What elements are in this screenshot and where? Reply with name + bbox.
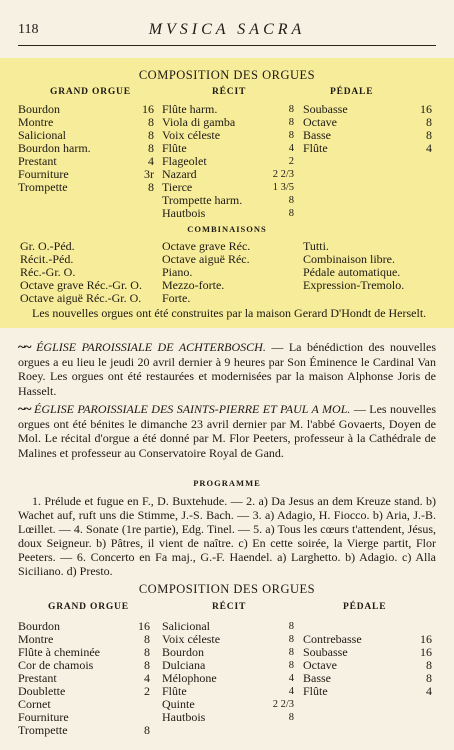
stop-row: Trompette xyxy=(18,180,68,194)
ornament-icon: ~~ xyxy=(18,340,31,355)
achterbosch-title: ÉGLISE PAROISSIALE DE ACHTERBOSCH. xyxy=(36,340,266,354)
s2-header-recit: RÉCIT xyxy=(212,602,247,612)
builder-note: Les nouvelles orgues ont été construites par la maison Gerard D'Hondt de Herselt. xyxy=(32,306,427,320)
section1-title: COMPOSITION DES ORGUES xyxy=(138,68,316,82)
stop-row: Salicional xyxy=(18,128,66,142)
programme-title: PROGRAMME xyxy=(193,478,261,488)
combinaisons-col-2: Octave grave Réc. Octave aiguë Réc. Piano. Mezzo-forte. Forte. xyxy=(162,239,251,305)
s1-pedale-list: Soubasse Octave Basse Flûte xyxy=(303,102,348,155)
section2-title: COMPOSITION DES ORGUES xyxy=(138,582,316,596)
s2-pedale-list: Contrebasse Soubasse Octave Basse Flûte xyxy=(303,632,362,698)
ornament-icon: ~~ xyxy=(18,402,31,417)
combinaisons-col-3: Tutti. Combinaison libre. Pédale automatique. Expression-Tremolo. xyxy=(303,239,405,292)
mol-title: ÉGLISE PAROISSIALE DES SAINTS-PIERRE ET PAUL A MOL. xyxy=(34,402,351,416)
mol-body: — Les nouvelles orgues ont été bénites le dimanche 23 avril dernier par M. l'abbé Govaerts, Doyen de Mol. Le récital d'orgue a été donné par M. Flor Peeters, professeur à la Cathédrale de Malines et professeur au Conservatoire Royal de Gand. xyxy=(18,402,436,460)
s2-grand-orgue-list: Bourdon Montre Flûte à cheminée Cor de chamois Prestant Doublette Cornet Fourniture Trompette xyxy=(18,619,100,737)
s1-header-recit: RÉCIT xyxy=(212,87,247,97)
running-header xyxy=(18,22,436,42)
achterbosch-body: — La bénédiction des nouvelles orgues a eu lieu le jeudi 20 avril dernier à 9 heures par Son Éminence le Cardinal Van Roey. Les orgues ont été restaurées et modernisées par la maison Alphonse Joris de Hasselt. xyxy=(18,340,437,398)
s2-recit-list: Salicional Voix céleste Bourdon Dulciana Mélophone Flûte Quinte Hautbois xyxy=(162,619,221,724)
combinaisons-title: COMBINAISONS xyxy=(187,224,267,234)
running-title: MVSICA SACRA xyxy=(148,21,306,38)
page-number: 118 xyxy=(18,22,39,37)
stop-row: Montre xyxy=(18,115,54,129)
s2-header-pedale: PÉDALE xyxy=(343,602,387,612)
stop-row: Bourdon xyxy=(18,102,60,116)
combinaisons-col-1: Gr. O.-Péd. Récit.-Péd. Réc.-Gr. O. Octave grave Réc.-Gr. O. Octave aiguë Réc.-Gr. O. xyxy=(20,239,142,305)
stop-row: Prestant xyxy=(18,154,57,168)
s1-recit-nums: 8 8 8 4 2 2 2/3 1 3/5 8 8 xyxy=(272,104,294,219)
header-rule xyxy=(18,45,436,46)
s1-recit-list: Flûte harm. Viola di gamba Voix céleste Flûte Flageolet Nazard Tierce Trompette harm. Hautbois xyxy=(162,102,243,220)
s2-header-grand-orgue: GRAND ORGUE xyxy=(48,602,129,612)
s1-header-grand-orgue: GRAND ORGUE xyxy=(50,87,131,97)
s1-grand-orgue-nums: 16 8 8 8 4 3r 8 xyxy=(142,102,154,194)
s1-header-pedale: PÉDALE xyxy=(330,87,374,97)
s2-grand-orgue-nums: 16 8 8 8 4 2 8 xyxy=(138,619,150,737)
stop-row: Fourniture xyxy=(18,167,69,181)
s2-pedale-nums: 16 16 8 8 4 xyxy=(420,632,432,698)
s2-recit-nums: 8 8 8 8 4 4 2 2/3 8 xyxy=(272,621,294,723)
stop-row: Bourdon harm. xyxy=(18,141,91,155)
programme-text: 1. Prélude et fugue en F., D. Buxtehude. — 2. a) Da Jesus an dem Kreuze stand. b) Wachet auf, ruft uns die Stimme, J.-S. Bach. — 3. a) Adagio, H. Fiocco. b) Aria, J.-B. Lœillet. — 4. Sonate (1re partie), Edg. Tinel. — 5. a) Tous les cœurs t'attendent, Jésus, doux Seigneur. b) Pâtres, il vient de naître. c) En cette soirée, la Vierge partit, Flor Peeters. — 6. Concerto en Fa maj., G.-F. Haendel. a) Larghetto. b) Adagio. c) Alla Siciliano. d) Presto. xyxy=(18,494,436,578)
s1-pedale-nums: 16 8 8 4 xyxy=(420,102,432,155)
achterbosch-paragraph xyxy=(18,340,436,398)
mol-paragraph xyxy=(18,402,436,460)
